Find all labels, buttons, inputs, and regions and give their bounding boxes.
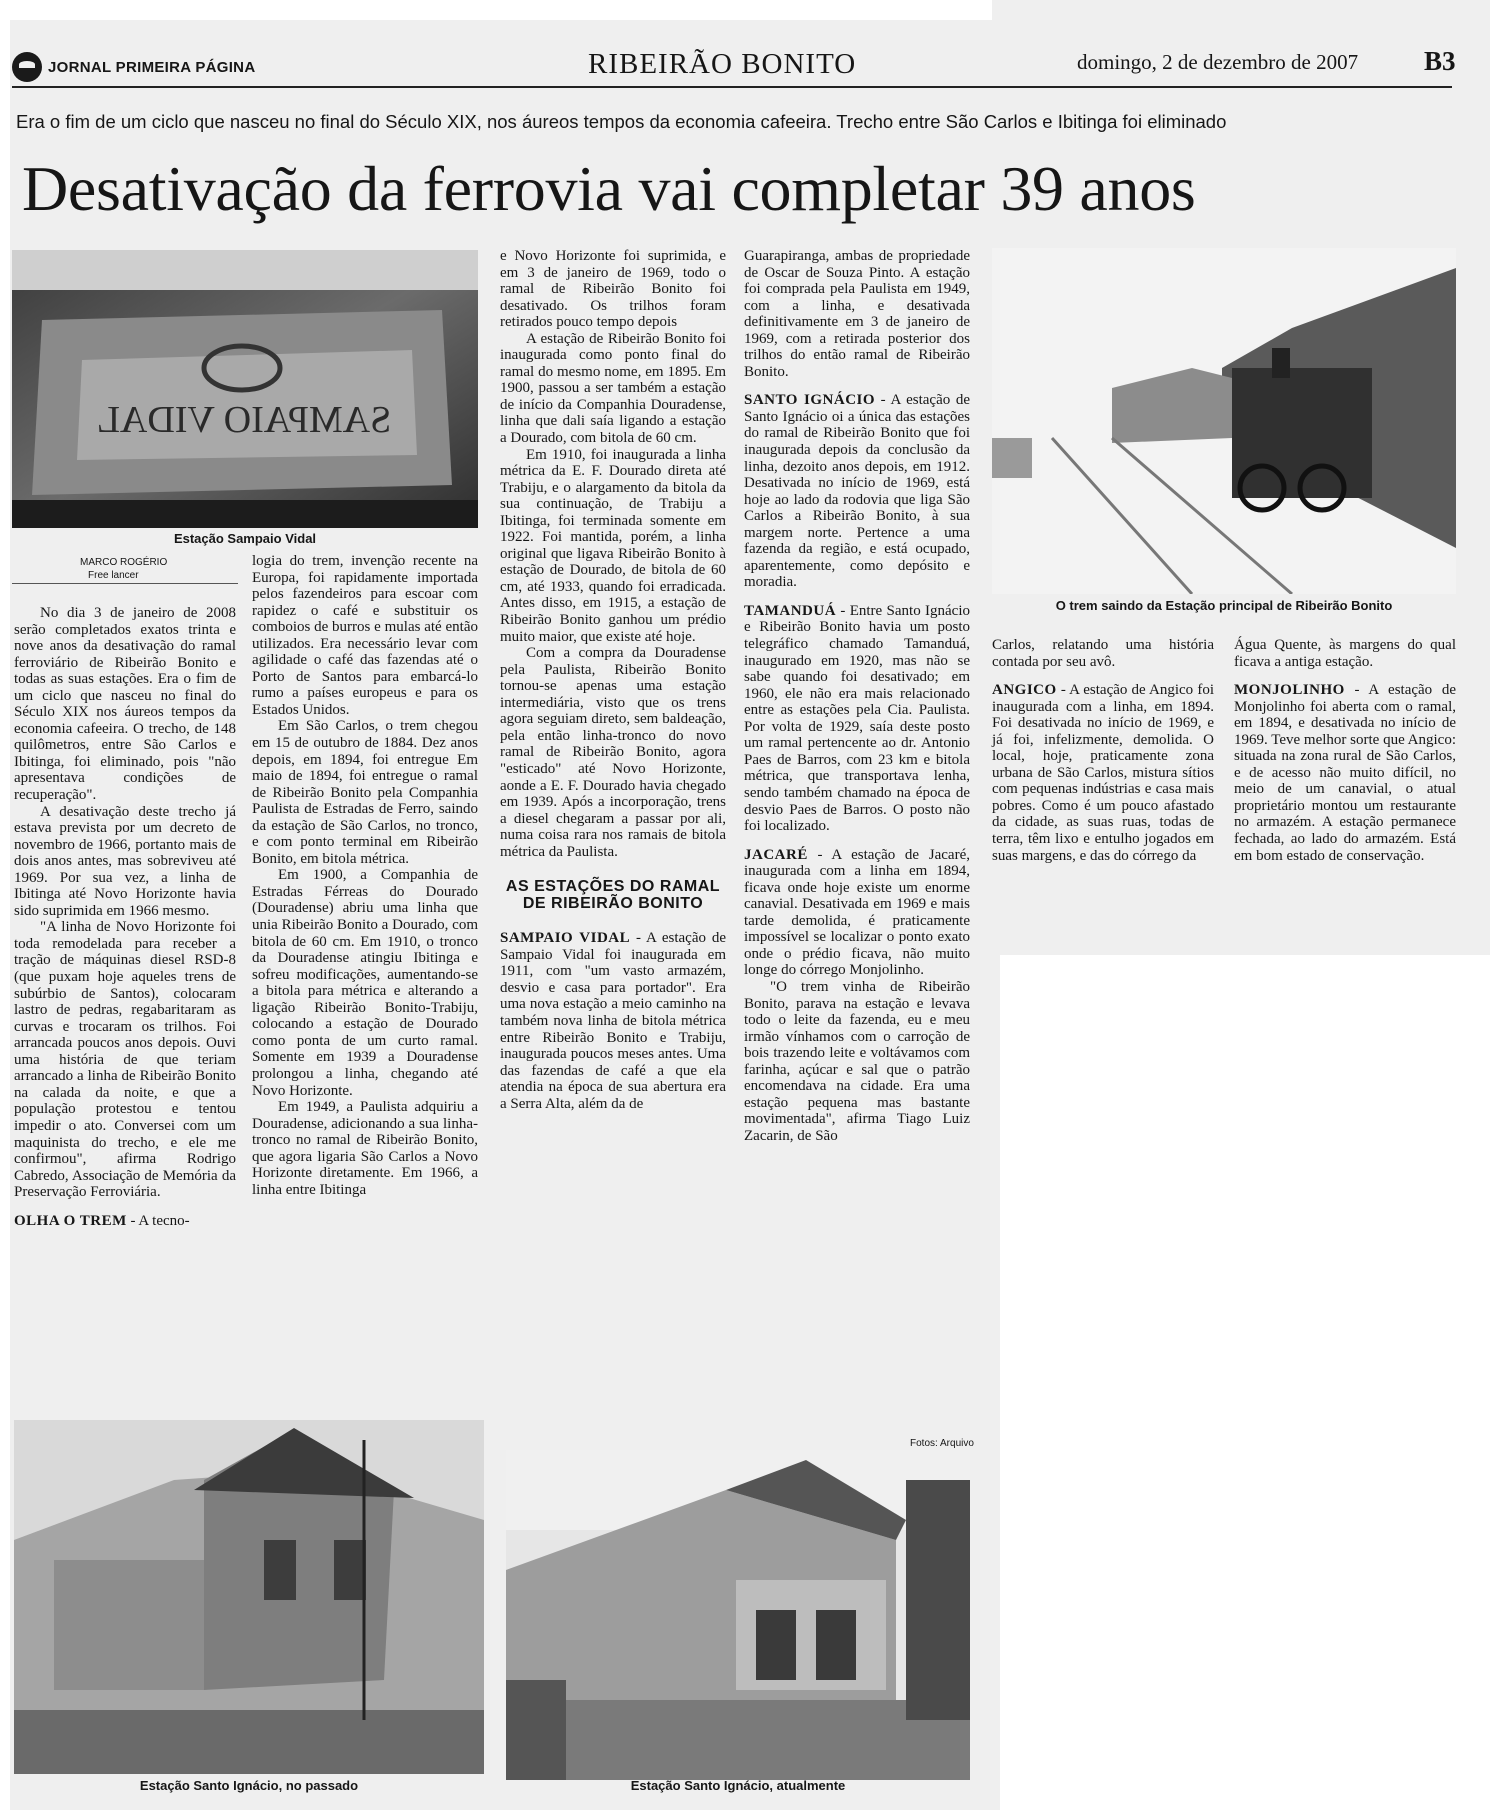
paragraph bbox=[500, 930, 726, 1112]
paragraph: Com a compra da Douradense pela Paulista, Ribeirão Bonito tornou-se apenas uma estação intermediária, visto que os trens agora seguiam direto, sem baldeação, pela então linha-tronco do novo ramal de Ribeirão Bonito, agora "esticado" até Novo Horizonte, aonde a E. F. Dourado havia chegado em 1939. Após a incorporação, trens a diesel chegaram a passar por ali, numa coisa rara nos ramais de bitola métrica da Paulista. bbox=[500, 645, 726, 860]
subhead-olha-o-trem: OLHA O TREM bbox=[14, 1212, 127, 1229]
header-rule bbox=[12, 86, 1452, 88]
caption-train: O trem saindo da Estação principal de Ribeirão Bonito bbox=[1055, 598, 1393, 613]
byline-rule bbox=[12, 583, 238, 584]
paragraph-text: - Entre Santo Ignácio e Ribeirão Bonito havia um posto telegráfico chamado Tamanduá, inaugurado em 1920, mas não se sabe quando foi desativado; em 1960, ele não era mais relacionado entre as estações pela Cia. Paulista. Por volta de 1929, saía deste posto um ramal pertencente ao dr. Antonio Paes de Barros, com 23 km e bitola métrica, que transportava lenha, sendo também chamado na época de desvio Paes de Barros. O posto não foi localizado. bbox=[744, 602, 970, 835]
paragraph: A estação de Ribeirão Bonito foi inaugurada como ponto final do ramal do mesmo nome, em 1895. Em 1900, passou a ser também a estação de início da Companhia Douradense, linha que dali saía ligando a estação a Dourado, com bitola de 60 cm. bbox=[500, 330, 726, 447]
paragraph: Em São Carlos, o trem chegou em 15 de outubro de 1884. Dez anos depois, em 1894, foi entregue Em maio de 1894, foi entregue o ramal de Ribeirão Bonito pela Companhia Paulista de Estradas de Ferro, saindo da estação de São Carlos, no tronco, e com ponto terminal em Ribeirão Bonito, em bitola métrica. bbox=[252, 718, 478, 867]
paragraph-text: - A estação de Monjolinho foi aberta com o ramal, em 1894, e desativada no início de 1969. Teve melhor sorte que Angico: situada na zona rural de São Carlos, e de acesso não muito difícil, no meio de um canavial, o atual proprietário montou um restaurante no armazém. A estação permanece fechada, ao lado do armazém. Está em bom estado de conservação. bbox=[1234, 682, 1456, 864]
paragraph bbox=[992, 682, 1214, 864]
paragraph-text: - A estação de Angico foi inaugurada com a linha, em 1894. Foi desativada no início de 1969, e já foi, infelizmente, demolida. O local, hoje, praticamente zona urbana de São Carlos, mistura sítios com pequenas indústrias e casa mais pobres. Como é um pouco afastado da cidade, as suas ruas, todas de terra, têm lixo e entulho jogados em suas margens, e das do córrego da bbox=[992, 682, 1214, 864]
paragraph: "A linha de Novo Horizonte foi toda remodelada para receber a tração de máquinas diesel RSD-8 (que puxam hoje aqueles trens de subúrbio de Santos), colocaram lastro de pedras, regabaritaram as curvas e trocaram os trilhos. Foi arrancada poucos anos depois. Ouvi uma história de que teriam arrancado a linha de Ribeirão Bonito na calada da noite, e que a população protestou e tentou impedir o ato. Conversei com um maquinista do trecho, e ele me confirmou", afirma Rodrigo Cabredo, Associação de Memória da Preservação Ferroviária. bbox=[14, 919, 236, 1201]
newspaper-name: JORNAL PRIMEIRA PÁGINA bbox=[48, 58, 256, 76]
paragraph: A desativação deste trecho já estava prevista por um decreto de novembro de 1966, portanto mais de dois anos antes, mas sobreviveu até 1969. Por sua vez, a linha de Ibitinga até Novo Horizonte havia sido suprimida em 1966 mesmo. bbox=[14, 803, 236, 919]
caption-santo-ignacio-now: Estação Santo Ignácio, atualmente bbox=[630, 1778, 846, 1793]
paragraph: "O trem vinha de Ribeirão Bonito, parava na estação e levava todo o leite da fazenda, eu e meu irmão vínhamos com o carroção de bois trazendo leite e voltávamos com farinha, açúcar e sal que o patrão encomendava na cidade. Era uma estação pequena mas bastante movimentada", afirma Tiago Luiz Zacarin, de São bbox=[744, 978, 970, 1144]
byline-role: Free lancer bbox=[88, 570, 139, 581]
photo-train-ribeirao-bonito bbox=[992, 248, 1456, 594]
box-heading: AS ESTAÇÕES DO RAMAL DE RIBEIRÃO BONITO bbox=[505, 878, 721, 913]
paragraph bbox=[1234, 682, 1456, 864]
paragraph: Em 1949, a Paulista adquiriu a Douradense, adicionando a sua linha-tronco no ramal de Ribeirão Bonito, que agora ligaria São Carlos a Novo Horizonte diretamente. Em 1966, a linha entre Ibitinga bbox=[252, 1099, 478, 1198]
article-column-6 bbox=[1234, 637, 1456, 864]
paragraph bbox=[14, 1213, 236, 1230]
headline: Desativação da ferrovia vai completar 39 anos bbox=[22, 153, 1196, 224]
paragraph: Carlos, relatando uma história contada por seu avô. bbox=[992, 637, 1214, 670]
byline-name: MARCO ROGÉRIO bbox=[80, 557, 168, 568]
newspaper-logo bbox=[12, 52, 255, 82]
article-column-3 bbox=[500, 248, 726, 1112]
paragraph bbox=[744, 603, 970, 835]
subhead-monjolinho: MONJOLINHO bbox=[1234, 682, 1345, 699]
subhead-angico: ANGICO bbox=[992, 682, 1057, 699]
photo-santo-ignacio-now bbox=[506, 1450, 970, 1780]
page-number: B3 bbox=[1424, 46, 1456, 76]
paragraph: Em 1910, foi inaugurada a linha métrica da E. F. Dourado direta até Trabiju, e o alargamento da bitola da sua continuação, de Trabiju a Ibitinga, foi terminada somente em 1922. Foi mantida, porém, a linha original que ligava Ribeirão Bonito à estação de Dourado, de bitola de 60 cm, até 1933, quando foi erradicada. Antes disso, em 1915, a estação de Ribeirão Bonito ganhou um prédio muito maior, que existe até hoje. bbox=[500, 446, 726, 645]
kicker: Era o fim de um ciclo que nasceu no final do Século XIX, nos áureos tempos da economia cafeeira. Trecho entre São Carlos e Ibitinga foi eliminado bbox=[16, 111, 1227, 132]
paragraph: e Novo Horizonte foi suprimida, e em 3 de janeiro de 1969, todo o ramal de Ribeirão Bonito foi desativado. Os trilhos foram retirados pouco tempo depois bbox=[500, 248, 726, 331]
photo-credit: Fotos: Arquivo bbox=[910, 1438, 974, 1449]
subhead-sampaio-vidal: SAMPAIO VIDAL bbox=[500, 930, 631, 947]
paragraph: logia do trem, invenção recente na Europa, foi rapidamente importada pelos fazendeiros para escoar com rapidez o café e substituir os comboios de burros e mulas até então utilizados. Era necessário levar com agilidade o café das fazendas até o Porto de Santos para embarcá-lo rumo a países europeus e para os Estados Unidos. bbox=[252, 553, 478, 718]
paragraph-text: - A tecno- bbox=[126, 1212, 190, 1229]
paragraph bbox=[744, 392, 970, 591]
paragraph bbox=[744, 847, 970, 979]
issue-date: domingo, 2 de dezembro de 2007 bbox=[1077, 50, 1359, 74]
santo-ignacio-past-image bbox=[14, 1420, 484, 1774]
photo-sampaio-vidal bbox=[12, 250, 478, 528]
article-column-1 bbox=[14, 605, 236, 1229]
subhead-jacare: JACARÉ bbox=[744, 846, 808, 863]
paragraph: Em 1900, a Companhia de Estradas Férreas do Dourado (Douradense) abriu uma linha que unia Ribeirão Bonito a Dourado, com bitola de 60 cm. Em 1910, o tronco da Douradense atingiu Ibitinga e sofreu modificações, aumentando-se a bitola para métrica e alterando a ligação Ribeirão Bonito-Trabiju, colocando a estação de Dourado como ponta de um curto ramal. Somente em 1939 a Douradense prolongou a linha, chegando até Novo Horizonte. bbox=[252, 867, 478, 1099]
article-column-2 bbox=[252, 553, 478, 1198]
paragraph: Guarapiranga, ambas de propriedade de Oscar de Souza Pinto. A estação foi comprada pela Paulista em 1949, com a linha, e desativada definitivamente em 3 de janeiro de 1969, com a retirada posterior dos trilhos do então ramal de Ribeirão Bonito. bbox=[744, 248, 970, 380]
sampaio-vidal-image bbox=[12, 250, 478, 528]
subhead-tamandua: TAMANDUÁ bbox=[744, 602, 837, 619]
santo-ignacio-now-image bbox=[506, 1450, 970, 1780]
paragraph-text: - A estação de Santo Ignácio oi a única das estações do ramal de Ribeirão Bonito que foi inaugurada depois da conclusão da linha, dezoito anos depois, em 1912. Desativada no início de 1969, está hoje ao lado da rodovia que liga São Carlos a Ribeirão Bonito, à sua margem norte. Pertence a uma fazenda da região, e está ocupado, aparentemente, como depósito e moradia. bbox=[744, 392, 971, 591]
section-title: RIBEIRÃO BONITO bbox=[588, 48, 857, 80]
paragraph: Água Quente, às margens do qual ficava a antiga estação. bbox=[1234, 637, 1456, 670]
paragraph-text: - A estação de Sampaio Vidal foi inaugurada em 1911, com "um vasto armazém, desvio e casa para portador". Era uma nova estação a meio caminho na também nova linha de bitola métrica entre Ribeirão Bonito e Trabiju, inaugurada poucos meses antes. Uma das fazendas de café a que ela atendia na época de sua abertura era a Serra Alta, além da de bbox=[500, 930, 726, 1112]
paragraph-text: - A estação de Jacaré, inaugurada com a linha em 1894, ficava onde hoje existe um enorme canavial. Desativada em 1969 e mais tarde demolida, é praticamente impossível se localizar o ponto exato onde o prédio ficava, não muito longe do córrego Monjolinho. bbox=[744, 846, 970, 979]
subhead-santo-ignacio: SANTO IGNÁCIO bbox=[744, 392, 876, 409]
train-image bbox=[992, 248, 1456, 594]
sampaio-sign-text: SAMPAIO VIDAL bbox=[96, 399, 392, 441]
photo-santo-ignacio-past bbox=[14, 1420, 484, 1774]
caption-sampaio-vidal: Estação Sampaio Vidal bbox=[173, 531, 317, 546]
paragraph: No dia 3 de janeiro de 2008 serão completados exatos trinta e nove anos da desativação do ramal ferroviário de Ribeirão Bonito e todas as suas estações. Era o fim de um ciclo que nasceu no final do Século XIX nos áureos tempos da economia cafeeira. O trecho, de 148 quilômetros, entre São Carlos e Ibitinga, foi eliminado, pois "não apresentava condições de recuperação". bbox=[14, 605, 236, 804]
newspaper-logo-icon bbox=[12, 52, 42, 82]
article-column-4 bbox=[744, 248, 970, 1144]
article-column-5 bbox=[992, 637, 1214, 864]
caption-santo-ignacio-past: Estação Santo Ignácio, no passado bbox=[139, 1778, 359, 1793]
